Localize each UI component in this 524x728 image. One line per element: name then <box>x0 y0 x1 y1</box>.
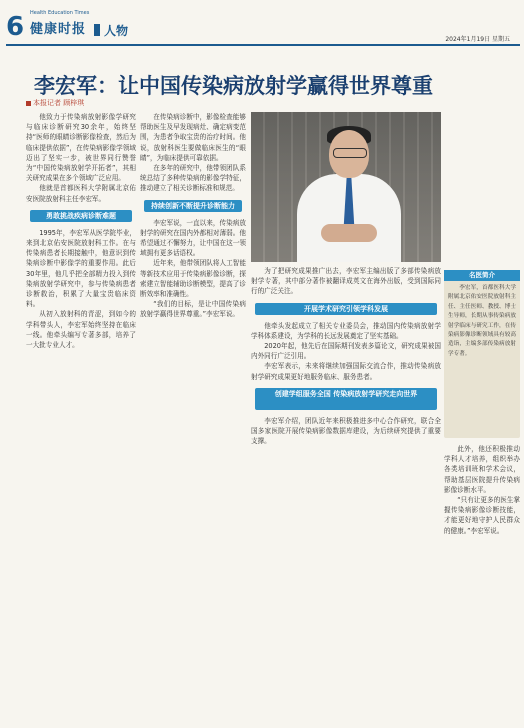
glasses <box>333 148 367 158</box>
page-header <box>0 0 524 46</box>
paragraph: 他致力于传染病放射影像学研究与临床诊断研究30余年，始终坚持“医师的眼睛诊断影像检查，然后为临床提供依据”，在传染病影像学领域迈出了坚实一步，被世界同行赞誉为“中国传染病放射学开拓者”，其相关研究成果在多个领域广泛应用。 <box>26 113 136 183</box>
portrait-photo <box>251 112 441 262</box>
paragraph: 在多年的研究中，他带领团队系统总结了多种传染病的影像学特征，推动建立了相关诊断标准和规范。 <box>140 164 246 193</box>
paragraph: 为了把研究成果推广出去，李宏军主编出版了多部传染病放射学专著，其中部分著作被翻译成英文在海外出版，受到国际同行的广泛关注。 <box>251 267 441 296</box>
paper-name-en: Health Education Times <box>30 10 90 16</box>
profile-box <box>444 270 520 438</box>
byline: 本报记者 顾梓琪 <box>26 98 84 108</box>
profile-title: 名医简介 <box>444 270 520 281</box>
paragraph: 李宏军介绍，团队近年来积极推进多中心合作研究，联合全国多家医院开展传染病影像数据库建设，为后续研究提供了重要支撑。 <box>251 416 441 446</box>
header-rule <box>6 44 520 46</box>
paragraph: 2020年起，他先后在国际期刊发表多篇论文，研究成果被国内外同行广泛引用。 <box>251 342 441 361</box>
profile-body: 李宏军，首都医科大学附属北京佑安医院放射科主任、主任医师、教授、博士生导师，长期从事传染病放射学临床与研究工作，在传染病影像诊断领域具有较高造诣，主编多部传染病放射学专著。 <box>448 285 516 357</box>
paragraph: 李宏军表示，未来将继续加强国际交流合作，推动传染病放射学研究成果更好地服务临床、服务患者。 <box>251 362 441 381</box>
column-3 <box>251 266 441 720</box>
section-marker <box>94 24 100 36</box>
column-4 <box>444 444 520 720</box>
subhead-1: 勇敢挑战疾病诊断难题 <box>30 210 132 222</box>
subhead-3: 开展学术研究引领学科发展 <box>255 303 437 315</box>
paragraph: 此外，他还积极推动学科人才培养，组织举办各类培训班和学术会议，帮助基层医院提升传染病影像诊断水平。 <box>444 445 520 494</box>
paragraph: 他就是首都医科大学附属北京佑安医院放射科主任李宏军。 <box>26 184 136 203</box>
paragraph: 他牵头发起成立了相关专业委员会，推动国内传染病放射学学科体系建设，为学科的长远发展奠定了坚实基础。 <box>251 321 441 340</box>
column-1 <box>26 112 136 720</box>
hands <box>321 224 377 242</box>
paragraph: “只有让更多的医生掌握传染病影像诊断技能，才能更好地守护人民群众的健康。”李宏军说。 <box>444 496 520 535</box>
paragraph: “我们的目标，是让中国传染病放射学赢得世界尊重。”李宏军说。 <box>140 300 246 319</box>
column-2 <box>140 112 246 720</box>
paragraph: 从初入放射科的青涩，到如今的学科带头人，李宏军始终坚持在临床一线。他牵头编写专著多部，培养了一大批专业人才。 <box>26 310 136 350</box>
section-name: 人物 <box>104 24 129 38</box>
subhead-4: 创建学组服务全国 传染病放射学研究走向世界 <box>255 388 437 410</box>
paragraph: 在传染病诊断中，影像检查能够帮助医生及早发现病灶、确定病变范围，为患者争取宝贵的治疗时间。他说，放射科医生要做临床医生的“眼睛”，为临床提供可靠依据。 <box>140 113 246 162</box>
page-number: 6 <box>6 12 25 42</box>
article-title: 李宏军：让中国传染病放射学赢得世界尊重 <box>34 73 433 98</box>
paragraph: 李宏军说，一直以来，传染病放射学的研究在国内外都相对薄弱。他希望通过不懈努力，让中国在这一领域拥有更多话语权。 <box>140 218 246 258</box>
paragraph: 1995年，李宏军从医学院毕业，来到北京佑安医院放射科工作。在与传染病患者长期接触中，他意识到传染病诊断中影像学的重要作用。此后30年里，他几乎把全部精力投入到传染病放射学研究中，参与传染病患者诊断救治，积累了大量宝贵临床资料。 <box>26 228 136 309</box>
subhead-2: 持续创新不断提升诊断能力 <box>144 200 242 212</box>
paper-name: 健康时报 <box>30 22 87 37</box>
paragraph: 近年来，他带领团队将人工智能等新技术应用于传染病影像诊断，探索建立智能辅助诊断模型，提高了诊断效率和准确性。 <box>140 259 246 299</box>
issue-date: 2024年1月19日 星期五 <box>445 36 510 43</box>
